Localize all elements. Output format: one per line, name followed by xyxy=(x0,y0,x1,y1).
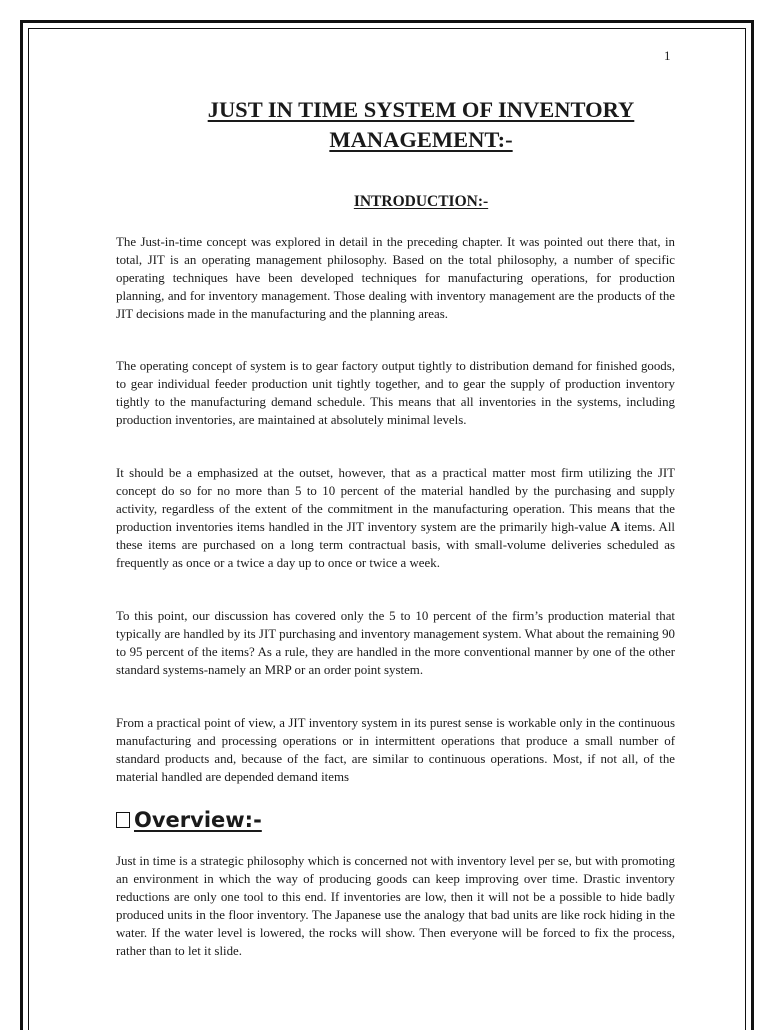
paragraph-4: To this point, our discussion has covered only the 5 to 10 percent of the firm’s production material that typically are handled by its JIT purchasing and inventory management system. What about the remaining 90 to 95 percent of the items? As a rule, they are handled in the more conventional manner by one of the other standard systems-namely an MRP or an order point system. xyxy=(116,609,675,677)
introduction-heading: INTRODUCTION:- xyxy=(353,193,489,210)
paragraph-3-text-start: It should be a emphasized at the outset, however, that as a practical matter most firm utilizing the JIT concept do so for no more than 5 to 10 percent of the material handled by the purchasing and supply activity, regardless of the extent of the commitment in the manufacturing operation. This means that the production inventories items handled in the JIT inventory system are the primarily high-value xyxy=(116,466,675,534)
paragraph-3 xyxy=(116,465,675,572)
document-title xyxy=(116,95,726,155)
title-line-2: MANAGEMENT:- xyxy=(329,127,513,152)
overview-paragraph: Just in time is a strategic philosophy which is concerned not with inventory level per se, but with promoting an environment in which the way of producing goods can keep improving over time. Drastic inventory reductions are only one tool to this end. If inventories are low, then it will not be a possible to hide badly produced units in the floor inventory. The Japanese use the analogy that bad units are like rock hiding in the water. If the water level is lowered, the rocks will show. Then everyone will be forced to fix the process, rather than to let it slide. xyxy=(116,854,675,958)
paragraph-5: From a practical point of view, a JIT inventory system in its purest sense is workable only in the continuous manufacturing and processing operations or in intermittent operations that produce a small number of standard products and, because of the fact, are similar to continuous operations. Most, if not all, of the material handled are depended demand items xyxy=(116,716,675,784)
checkbox-glyph-icon xyxy=(116,812,130,828)
paragraph-3-bold-letter: A xyxy=(610,519,621,535)
page-number: 1 xyxy=(664,48,671,63)
overview-heading-label: Overview:- xyxy=(134,808,262,832)
title-line-1: JUST IN TIME SYSTEM OF INVENTORY xyxy=(207,97,635,122)
overview-heading xyxy=(116,806,262,834)
paragraph-1: The Just-in-time concept was explored in detail in the preceding chapter. It was pointed out there that, in total, JIT is an operating management philosophy. Based on the total philosophy, a number of specific operating techniques have been developed techniques for manufacturing operations, for production planning, and for inventory management. Those dealing with inventory management are the products of the JIT decisions made in the manufacturing and the planning areas. xyxy=(116,235,675,321)
paragraph-2: The operating concept of system is to gear factory output tightly to distribution demand for finished goods, to gear individual feeder production unit tightly together, and to gear the supply of production inventory tightly to the manufacturing demand schedule. This means that all inventories in the systems, including production inventories, are maintained at absolutely minimal levels. xyxy=(116,359,675,427)
paragraph-3-text-end: items. All these items are purchased on a long term contractual basis, with small-volume deliveries scheduled as frequently as once or a twice a day up to once or twice a week. xyxy=(116,519,675,570)
